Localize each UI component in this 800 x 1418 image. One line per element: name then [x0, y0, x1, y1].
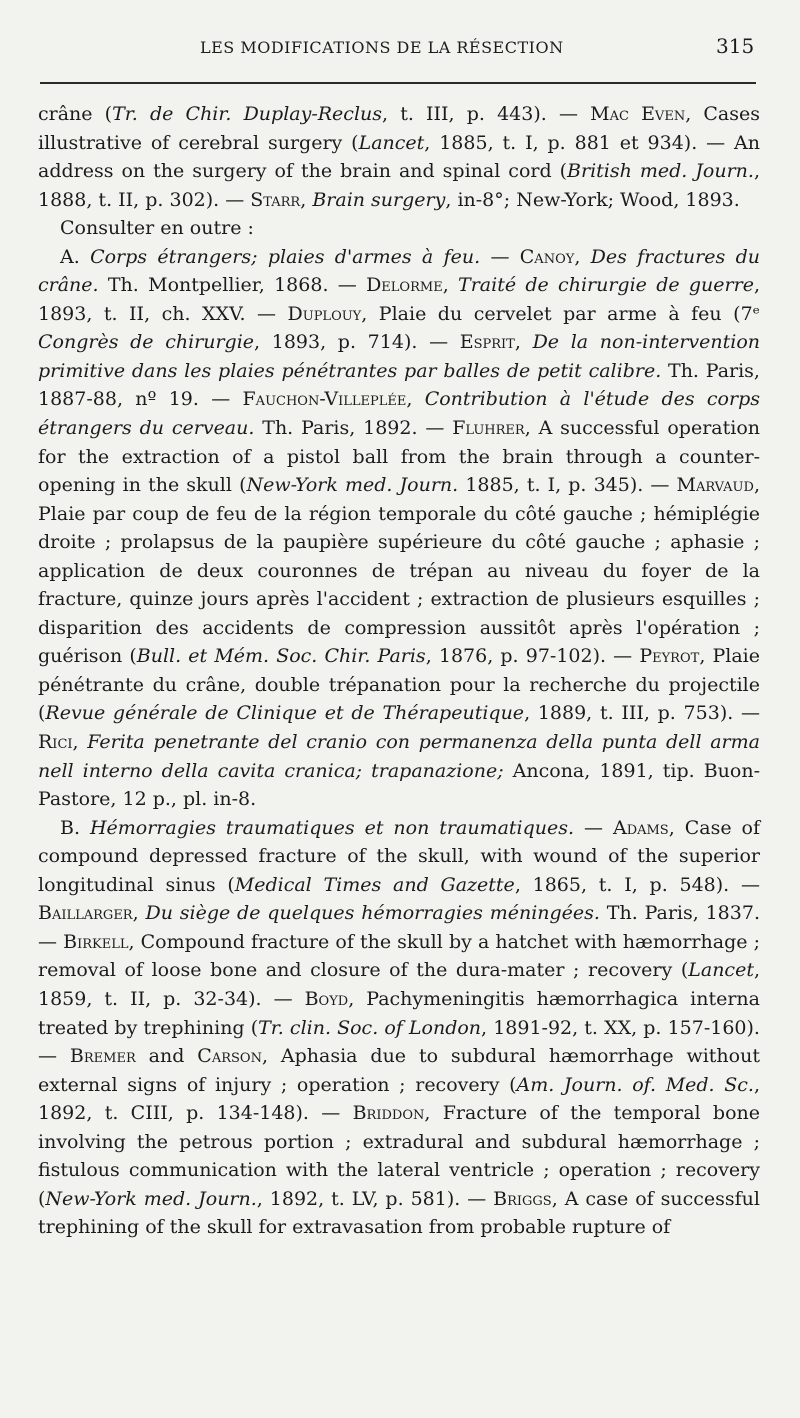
- text-segment: 1885, t. I, p. 345). —: [458, 474, 677, 497]
- text-segment: Du siège de quelques hémorragies méningées.: [145, 902, 600, 925]
- bibliography-text: [38, 100, 760, 1242]
- text-segment: B.: [60, 816, 90, 839]
- text-segment: , Cases illustrative of cerebral surgery (: [38, 103, 761, 154]
- text-segment: , Case of compound depressed fracture of the skull, with wound of the superior longitudinal sinus (: [38, 816, 760, 896]
- text-segment: —: [574, 816, 613, 839]
- text-segment: Canoy: [519, 245, 575, 268]
- text-segment: crâne (: [38, 103, 113, 125]
- text-segment: ,: [514, 331, 533, 354]
- text-segment: Am. Journ. of. Med. Sc.: [516, 1073, 754, 1096]
- text-segment: A.: [60, 245, 91, 268]
- text-segment: Lancet: [688, 959, 754, 982]
- text-segment: Tr. de Chir. Duplay-Reclus: [112, 103, 383, 125]
- text-segment: , 1889, t. III, p. 753). —: [524, 702, 760, 725]
- text-segment: , A successful operation for the extraction of a pistol ball from the brain through a counter-opening in the skull (: [38, 417, 760, 497]
- text-segment: Traité de chirurgie de guerre: [458, 274, 754, 297]
- text-segment: Delorme: [366, 274, 443, 297]
- paragraph-section-a: [38, 243, 760, 814]
- text-segment: Consulter en outre :: [60, 217, 254, 240]
- text-segment: , 1893, t. II, ch. XXV. —: [38, 274, 760, 325]
- text-segment: , 1892, t. CIII, p. 134-148). —: [38, 1073, 760, 1125]
- text-segment: Fluhrer: [452, 417, 525, 440]
- text-segment: Contribution à l'étude des corps étrangers du cerveau.: [38, 388, 760, 440]
- text-segment: ,: [132, 902, 146, 925]
- text-segment: , 1865, t. I, p. 548). —: [514, 873, 760, 896]
- text-segment: , Fracture of the temporal bone involving the petrous portion ; extradural and subdural hæmorrhage ; fistulous communication with the lateral ventricle ; operation ; recovery (: [38, 1102, 760, 1210]
- text-segment: De la non-intervention primitive dans les plaies pénétrantes par balles de petit calibre.: [38, 331, 761, 382]
- text-segment: Peyrot: [639, 645, 700, 668]
- text-segment: , 1892, t. LV, p. 581). —: [256, 1187, 494, 1210]
- text-segment: , 1876, p. 97-102). —: [425, 645, 640, 668]
- text-segment: Bull. et Mém. Soc. Chir. Paris: [136, 645, 426, 668]
- text-segment: Starr: [250, 188, 301, 211]
- text-segment: , 1888, t. II, p. 302). —: [38, 160, 761, 211]
- paragraph-section-b: [38, 814, 760, 1242]
- text-segment: , Pachymeningitis hæmorrhagica interna treated by trephining (: [38, 987, 760, 1039]
- text-segment: Th. Paris, 1837. —: [38, 902, 760, 953]
- paragraph-consulter: [38, 214, 760, 243]
- text-segment: Briggs: [493, 1187, 552, 1210]
- text-segment: Bremer: [69, 1045, 136, 1068]
- text-segment: Baillarger: [38, 902, 133, 925]
- text-segment: Birkell: [63, 930, 129, 953]
- text-segment: , 1859, t. II, p. 32-34). —: [38, 959, 760, 1010]
- text-segment: and: [135, 1045, 198, 1068]
- text-segment: , in-8°; New-York; Wood, 1893.: [445, 188, 740, 211]
- text-segment: New-York med. Journ.: [246, 474, 459, 497]
- text-segment: Marvaud: [676, 474, 754, 497]
- text-segment: Corps étrangers; plaies d'armes à feu.: [90, 245, 481, 268]
- text-segment: Duplouy: [287, 302, 362, 325]
- text-segment: Briddon: [352, 1102, 425, 1125]
- text-segment: Hémorragies traumatiques et non traumatiques.: [89, 816, 575, 839]
- text-segment: —: [480, 245, 520, 268]
- text-segment: Tr. clin. Soc. of London: [258, 1016, 482, 1039]
- text-segment: Congrès de chirurgie: [38, 331, 255, 354]
- text-segment: Mac Even: [590, 103, 686, 125]
- text-segment: Carson: [197, 1045, 262, 1068]
- text-segment: Revue générale de Clinique et de Thérapeutique: [45, 702, 525, 725]
- page-header: [0, 30, 800, 66]
- text-segment: Boyd: [304, 987, 349, 1010]
- text-segment: ,: [72, 731, 88, 754]
- text-segment: , Plaie par coup de feu de la région temporale du côté gauche ; hémiplégie droite ; prolapsus de la paupière supérieure du côté gauche ; aphasie ; application de deux couronnes de trépan au niveau du foyer de la fracture, quinze jours après l'accident ; extraction de plusieurs esquilles ; disparition des accidents de compression aussitôt après l'opération ; guérison (: [38, 474, 760, 668]
- page-number: 315: [716, 34, 755, 58]
- text-segment: , Aphasia due to subdural hæmorrhage without external signs of injury ; operation ; recovery (: [38, 1045, 760, 1096]
- text-segment: Th. Montpellier, 1868. —: [98, 274, 367, 297]
- text-segment: Ferita penetrante del cranio con permanenza della punta dell arma nell interno della cavita cranica; trapanazione;: [38, 731, 760, 782]
- header-rule: [40, 82, 756, 84]
- text-segment: ,: [574, 245, 591, 268]
- text-segment: Fauchon-Villeplée: [242, 388, 407, 411]
- text-segment: British med. Journ.: [567, 160, 754, 183]
- text-segment: , Plaie du cervelet par arme à feu (7ᵉ: [361, 302, 761, 325]
- text-segment: Des fractures du crâne.: [38, 245, 760, 297]
- text-segment: Th. Paris, 1892. —: [254, 417, 453, 440]
- text-segment: Esprit: [459, 331, 515, 354]
- text-segment: New-York med. Journ.: [45, 1187, 257, 1210]
- text-segment: , t. III, p. 443). —: [382, 103, 591, 125]
- text-segment: Brain surgery: [312, 188, 446, 211]
- text-segment: ,: [300, 188, 313, 211]
- text-segment: Th. Paris, 1887-88, nº 19. —: [38, 359, 760, 411]
- text-segment: Lancet: [358, 131, 425, 154]
- text-segment: Adams: [612, 816, 669, 839]
- text-segment: ,: [406, 388, 425, 411]
- running-title: LES MODIFICATIONS DE LA RÉSECTION: [200, 38, 564, 57]
- text-segment: , 1893, p. 714). —: [254, 331, 460, 354]
- text-segment: ,: [442, 274, 459, 297]
- text-segment: , 1885, t. I, p. 881 et 934). — An address on the surgery of the brain and spinal cord (: [38, 131, 761, 183]
- text-segment: Medical Times and Gazette: [234, 873, 515, 896]
- text-segment: , Compound fracture of the skull by a hatchet with hæmorrhage ; removal of loose bone and closure of the dura-mater ; recovery (: [38, 930, 760, 982]
- text-segment: , A case of successful trephining of the skull for extravasation from probable rupture of: [38, 1187, 761, 1239]
- text-segment: , Plaie pénétrante du crâne, double trépanation pour la recherche du projectile (: [38, 645, 760, 725]
- text-segment: Rici: [38, 731, 73, 754]
- text-segment: Ancona, 1891, tip. Buon-Pastore, 12 p., pl. in-8.: [38, 759, 760, 811]
- paragraph-continuation: [38, 100, 760, 214]
- text-segment: , 1891-92, t. XX, p. 157-160). —: [38, 1016, 760, 1068]
